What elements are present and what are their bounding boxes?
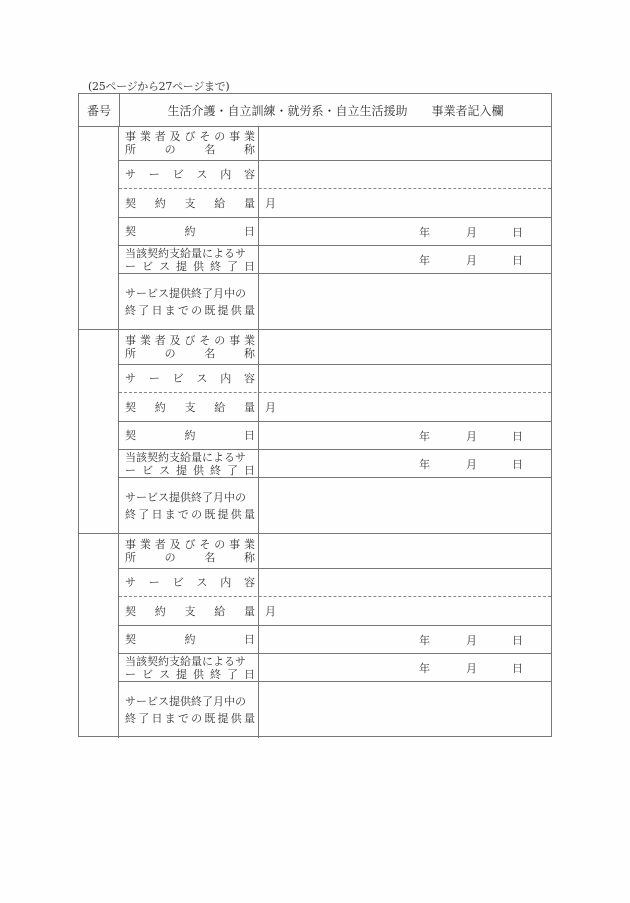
header-subtitle: 事業者記入欄: [431, 103, 504, 118]
contract-date-year[interactable]: 年: [419, 633, 430, 647]
label-contract-date: 契 約 日: [125, 429, 255, 442]
label-provided-2: 終 了 日 ま で の 既 提 供 量: [125, 304, 255, 317]
page-range-note: (25ページから27ページまで): [88, 80, 230, 93]
row-service-content: [119, 161, 551, 189]
label-contract-amount: 契 約 支 給 量: [125, 196, 255, 210]
contract-date-month[interactable]: 月: [466, 633, 477, 647]
label-business-name-2: 所 の 名 称: [125, 551, 255, 564]
row-end-date: [119, 450, 551, 478]
label-end-date-1: 当該契約支給量によるサ: [125, 654, 246, 668]
header-title-text: 生活介護・自立訓練・就労系・自立生活援助: [167, 103, 408, 118]
label-contract-date: 契 約 日: [125, 633, 255, 646]
contract-date-day[interactable]: 日: [512, 633, 523, 647]
label-service-content: サ ー ビ ス 内 容: [125, 168, 255, 181]
row-service-content: [119, 365, 551, 393]
row-business-name: [119, 126, 551, 161]
row-business-name: [119, 330, 551, 365]
label-provided-1: サービス提供終了月中の: [125, 287, 246, 300]
label-business-name-1: 事 業 者 及 び そ の 事 業: [125, 334, 255, 347]
label-provided-1: サービス提供終了月中の: [125, 695, 246, 708]
header-title: [120, 94, 551, 126]
contract-amount-unit[interactable]: 月: [265, 605, 276, 618]
label-service-content: サ ー ビ ス 内 容: [125, 372, 255, 385]
label-business-name-2: 所 の 名 称: [125, 143, 255, 156]
end-date-day[interactable]: 日: [512, 457, 523, 471]
label-provided-2: 終 了 日 ま で の 既 提 供 量: [125, 712, 255, 725]
contract-amount-unit[interactable]: 月: [265, 197, 276, 210]
service-contract-table: [78, 93, 552, 737]
label-contract-date: 契 約 日: [125, 225, 255, 238]
table-header: [79, 94, 551, 127]
row-contract-date: [119, 218, 551, 246]
contract-amount-unit[interactable]: 月: [265, 401, 276, 414]
contract-date-month[interactable]: 月: [466, 225, 477, 239]
label-contract-amount: 契 約 支 給 量: [125, 604, 255, 618]
contract-block: [79, 126, 551, 330]
row-contract-amount: [119, 189, 551, 218]
row-contract-amount: [119, 393, 551, 422]
contract-date-year[interactable]: 年: [419, 225, 430, 239]
label-business-name-2: 所 の 名 称: [125, 347, 255, 360]
end-date-day[interactable]: 日: [512, 661, 523, 675]
contract-date-month[interactable]: 月: [466, 429, 477, 443]
label-provided-1: サービス提供終了月中の: [125, 491, 246, 504]
row-contract-amount: [119, 597, 551, 626]
label-end-date-1: 当該契約支給量によるサ: [125, 450, 246, 464]
end-date-year[interactable]: 年: [419, 661, 430, 675]
row-contract-date: [119, 422, 551, 450]
number-cell[interactable]: [79, 330, 119, 533]
label-end-date-2: ー ビ ス 提 供 終 了 日: [125, 259, 255, 273]
label-end-date-2: ー ビ ス 提 供 終 了 日: [125, 463, 255, 477]
end-date-month[interactable]: 月: [466, 457, 477, 471]
label-contract-amount: 契 約 支 給 量: [125, 400, 255, 414]
contract-date-day[interactable]: 日: [512, 429, 523, 443]
label-business-name-1: 事 業 者 及 び そ の 事 業: [125, 538, 255, 551]
row-end-date: [119, 654, 551, 682]
number-cell[interactable]: [79, 534, 119, 738]
contract-date-day[interactable]: 日: [512, 225, 523, 239]
row-business-name: [119, 534, 551, 569]
end-date-day[interactable]: 日: [512, 253, 523, 267]
contract-block: [79, 330, 551, 534]
row-end-date: [119, 246, 551, 274]
label-end-date-2: ー ビ ス 提 供 終 了 日: [125, 667, 255, 681]
label-service-content: サ ー ビ ス 内 容: [125, 576, 255, 589]
row-contract-date: [119, 626, 551, 654]
row-provided-amount: [119, 274, 551, 330]
number-cell[interactable]: [79, 126, 119, 329]
row-service-content: [119, 569, 551, 597]
label-end-date-1: 当該契約支給量によるサ: [125, 246, 246, 260]
end-date-year[interactable]: 年: [419, 253, 430, 267]
end-date-month[interactable]: 月: [466, 661, 477, 675]
end-date-year[interactable]: 年: [419, 457, 430, 471]
header-number: 番号: [79, 94, 120, 126]
row-provided-amount: [119, 478, 551, 534]
end-date-month[interactable]: 月: [466, 253, 477, 267]
label-provided-2: 終 了 日 ま で の 既 提 供 量: [125, 508, 255, 521]
row-provided-amount: [119, 682, 551, 738]
contract-block: [79, 534, 551, 738]
contract-date-year[interactable]: 年: [419, 429, 430, 443]
label-business-name-1: 事 業 者 及 び そ の 事 業: [125, 130, 255, 143]
